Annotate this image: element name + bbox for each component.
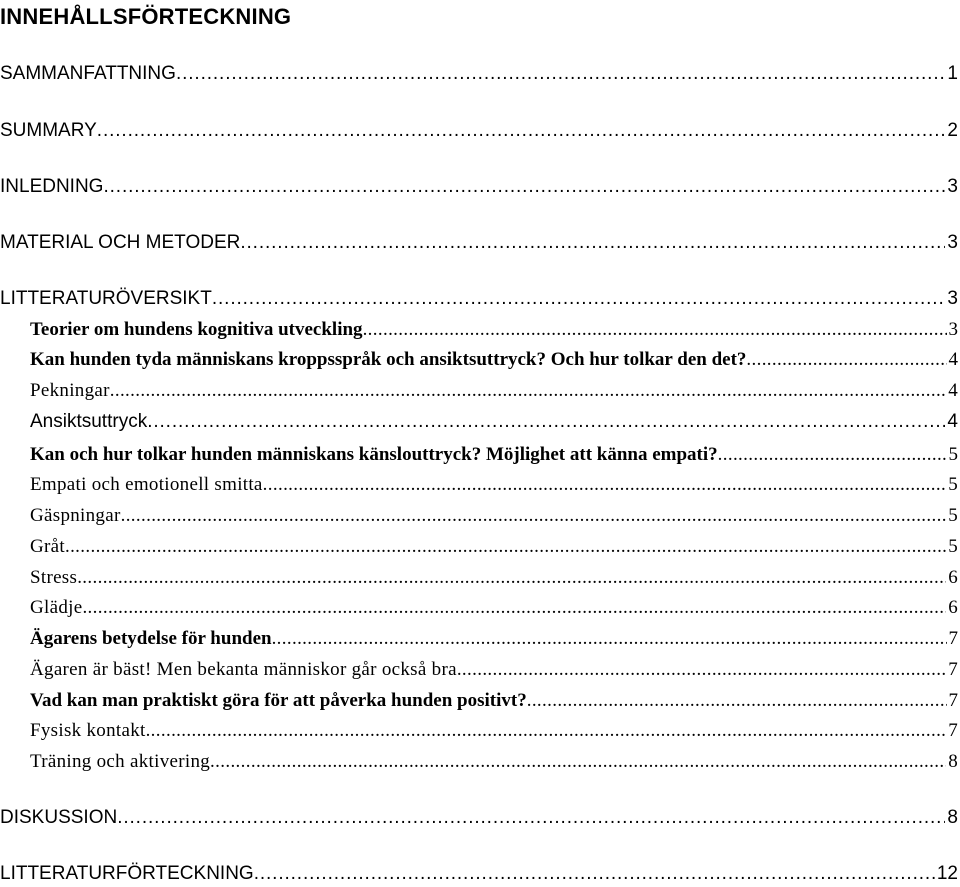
toc-entry-kanslouttryck-empati[interactable] (30, 443, 958, 467)
toc-entry-title: SUMMARY (0, 120, 97, 141)
toc-entry-praktiskt-paverka[interactable] (30, 689, 958, 713)
toc-entry-title: Vad kan man praktiskt göra för att påverka hunden positivt? (30, 690, 527, 711)
toc-entry-title: LITTERATURFÖRTECKNING (0, 863, 254, 884)
toc-entry-title: Ägaren är bäst! Men bekanta människor går också bra (30, 659, 457, 680)
toc-entry-title: Empati och emotionell smitta (30, 474, 263, 495)
toc-entry-title: Kan hunden tyda människans kroppsspråk och ansiktsuttryck? Och hur tolkar den det? (30, 349, 747, 370)
toc-page-number: 6 (948, 597, 958, 618)
dot-leader (103, 175, 945, 199)
toc-entry-kroppssprak-ansiktsuttryck[interactable] (30, 348, 958, 372)
toc-heading: INNEHÅLLSFÖRTECKNING (0, 4, 292, 29)
toc-page-number: 3 (947, 176, 958, 197)
toc-page-number: 7 (948, 659, 958, 680)
toc-entry-title: Fysisk kontakt (30, 720, 146, 741)
dot-leader (746, 348, 946, 372)
dot-leader (147, 410, 945, 434)
dot-leader (363, 318, 947, 342)
toc-entry-title: SAMMANFATTNING (0, 63, 176, 84)
toc-page-number: 2 (947, 120, 958, 141)
dot-leader (240, 231, 945, 255)
toc-entry-title: Teorier om hundens kognitiva utveckling (30, 319, 363, 340)
dot-leader (272, 627, 947, 651)
toc-entry-title: Kan och hur tolkar hunden människans känslouttryck? Möjlighet att känna empati? (30, 444, 718, 465)
toc-page-number: 8 (948, 751, 958, 772)
toc-entry-title: Gråt (30, 536, 65, 557)
toc-entry-litteraturoversikt[interactable] (0, 287, 958, 311)
toc-entry-summary[interactable] (0, 119, 958, 143)
toc-entry-ansiktsuttryck[interactable] (30, 410, 958, 434)
toc-entry-title: INLEDNING (0, 176, 104, 197)
toc-page-number: 7 (948, 720, 958, 741)
toc-page-number: 7 (948, 690, 958, 711)
dot-leader (212, 287, 946, 311)
dot-leader (97, 119, 946, 143)
toc-entry-traning-aktivering[interactable] (30, 750, 958, 774)
toc-entry-title: DISKUSSION (0, 807, 118, 828)
toc-page-number: 5 (948, 505, 958, 526)
toc-entry-agarens-betydelse[interactable] (30, 627, 958, 651)
toc-entry-fysisk-kontakt[interactable] (30, 719, 958, 743)
toc-entry-title: Träning och aktivering (30, 751, 211, 772)
dot-leader (121, 504, 947, 528)
toc-entry-sammanfattning[interactable] (0, 62, 958, 86)
toc-entry-title: MATERIAL OCH METODER (0, 232, 241, 253)
dot-leader (263, 473, 947, 497)
toc-entry-title: Glädje (30, 597, 83, 618)
toc-entry-litteraturforteckning[interactable] (0, 862, 958, 886)
toc-page-number: 3 (947, 232, 958, 253)
toc-page-number: 5 (948, 474, 958, 495)
toc-entry-title: Gäspningar (30, 505, 121, 526)
dot-leader (77, 566, 946, 590)
dot-leader (527, 689, 947, 713)
dot-leader (176, 62, 945, 86)
toc-entry-stress[interactable] (30, 566, 958, 590)
toc-entry-title: Stress (30, 567, 78, 588)
toc-page-number: 7 (948, 628, 958, 649)
toc-page-number: 6 (948, 567, 958, 588)
toc-entry-gladje[interactable] (30, 596, 958, 620)
toc-page-number: 4 (948, 349, 958, 370)
toc-entry-empati-emotionell-smitta[interactable] (30, 473, 958, 497)
toc-entry-title: Pekningar (30, 380, 110, 401)
toc-entry-title: Ansiktsuttryck (30, 411, 148, 432)
toc-page-number: 4 (947, 411, 958, 432)
toc-entry-teorier-kognitiva-utveckling[interactable] (30, 318, 958, 342)
toc-entry-gaspningar[interactable] (30, 504, 958, 528)
dot-leader (82, 596, 946, 620)
toc-page-number: 12 (936, 863, 958, 884)
toc-page-number: 4 (948, 380, 958, 401)
toc-page-number: 3 (948, 319, 958, 340)
dot-leader (254, 862, 935, 886)
dot-leader (146, 719, 947, 743)
toc-entry-inledning[interactable] (0, 175, 958, 199)
dot-leader (718, 443, 947, 467)
toc-page-number: 5 (948, 444, 958, 465)
dot-leader (110, 379, 946, 403)
toc-entry-grat[interactable] (30, 535, 958, 559)
toc-entry-diskussion[interactable] (0, 806, 958, 830)
toc-entry-pekningar[interactable] (30, 379, 958, 403)
dot-leader (65, 535, 946, 559)
toc-page-number: 5 (948, 536, 958, 557)
toc-entry-title: LITTERATURÖVERSIKT (0, 288, 212, 309)
toc-entry-agaren-ar-bast[interactable] (30, 658, 958, 682)
dot-leader (210, 750, 946, 774)
toc-entry-material-och-metoder[interactable] (0, 231, 958, 255)
toc-page-number: 3 (947, 288, 958, 309)
toc-entry-title: Ägarens betydelse för hunden (30, 628, 272, 649)
toc-page-number: 8 (947, 807, 958, 828)
dot-leader (457, 658, 946, 682)
toc-page-number: 1 (947, 63, 958, 84)
dot-leader (117, 806, 945, 830)
